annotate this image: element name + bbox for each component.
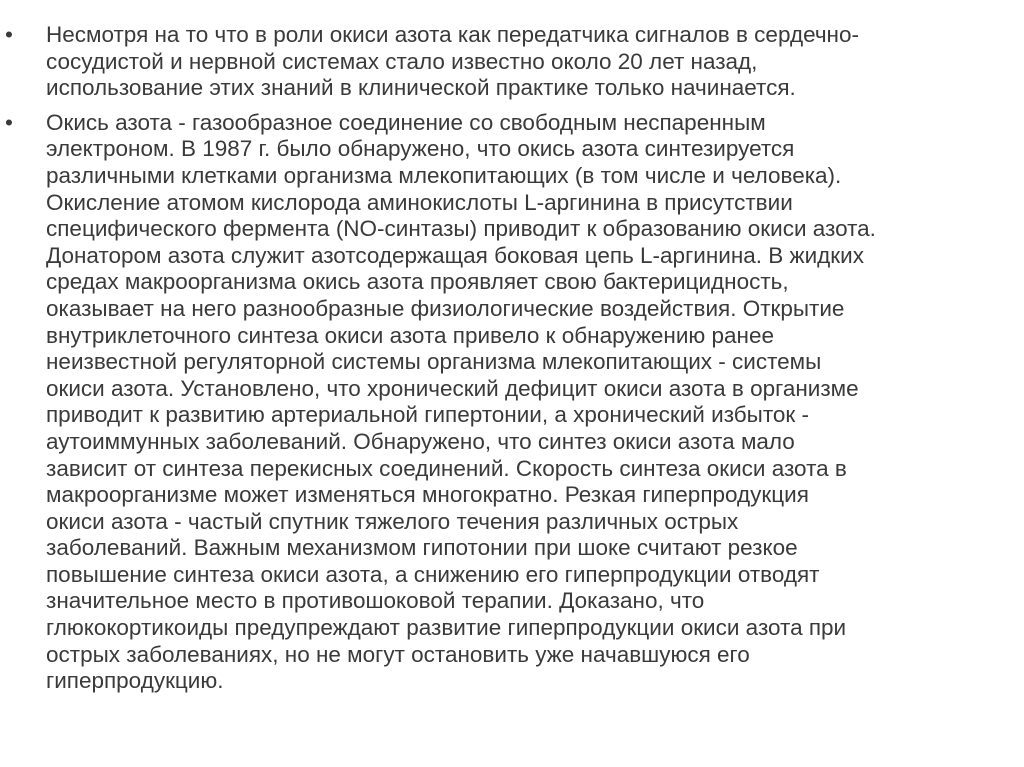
text-line: использование этих знаний в клинической практике только начинается.: [46, 75, 796, 101]
text-line: глюкокортикоиды предупреждают развитие гиперпродукции окиси азота при: [46, 615, 847, 641]
text-line: приводит к развитию артериальной гипертонии, а хронический избыток -: [46, 402, 809, 428]
text-line: оказывает на него разнообразные физиологические воздействия. Открытие: [46, 295, 845, 321]
text-line: гиперпродукцию.: [46, 668, 224, 694]
bullet-icon: •: [5, 109, 13, 135]
text-line: аутоиммунных заболеваний. Обнаружено, что синтез окиси азота мало: [46, 428, 795, 454]
paragraph-text: [46, 110, 1004, 695]
text-line: Несмотря на то что в роли окиси азота как передатчика сигналов в сердечно-: [46, 22, 859, 47]
text-line: электроном. В 1987 г. было обнаружено, что окись азота синтезируется: [46, 136, 795, 162]
text-line: окиси азота. Установлено, что хронический дефицит окиси азота в организме: [46, 375, 859, 401]
text-line: неизвестной регуляторной системы организма млекопитающих - системы: [46, 349, 822, 375]
text-line: Окись азота - газообразное соединение со свободным неспаренным: [46, 109, 766, 135]
text-line: заболеваний. Важным механизмом гипотонии при шоке считают резкое: [46, 535, 798, 561]
bullet-item: [0, 110, 1004, 695]
text-line: острых заболеваниях, но не могут остановить уже начавшуюся его: [46, 641, 750, 667]
text-line: Окисление атомом кислорода аминокислоты L-аргинина в присутствии: [46, 189, 793, 215]
text-line: повышение синтеза окиси азота, а снижению его гиперпродукции отводят: [46, 561, 820, 587]
text-line: зависит от синтеза перекисных соединений. Скорость синтеза окиси азота в: [46, 455, 847, 481]
text-line: макроорганизме может изменяться многократно. Резкая гиперпродукция: [46, 482, 809, 508]
text-line: различными клетками организма млекопитающих (в том числе и человека).: [46, 162, 842, 188]
paragraph-text: [46, 22, 1004, 102]
text-line: окиси азота - частый спутник тяжелого течения различных острых: [46, 508, 739, 534]
text-line: средах макроорганизма окись азота проявляет свою бактерицидность,: [46, 269, 789, 295]
text-line: значительное место в противошоковой терапии. Доказано, что: [46, 588, 705, 614]
text-line: внутриклеточного синтеза окиси азота привело к обнаружению ранее: [46, 322, 775, 348]
text-line: Донатором азота служит азотсодержащая боковая цепь L-аргинина. В жидких: [46, 242, 864, 268]
text-line: специфического фермента (NO-синтазы) приводит к образованию окиси азота.: [46, 216, 876, 242]
bullet-icon: •: [5, 22, 13, 47]
text-line: сосудистой и нервной системах стало известно около 20 лет назад,: [46, 48, 758, 74]
bullet-item: [0, 22, 1004, 102]
bullet-list: [0, 22, 1004, 695]
